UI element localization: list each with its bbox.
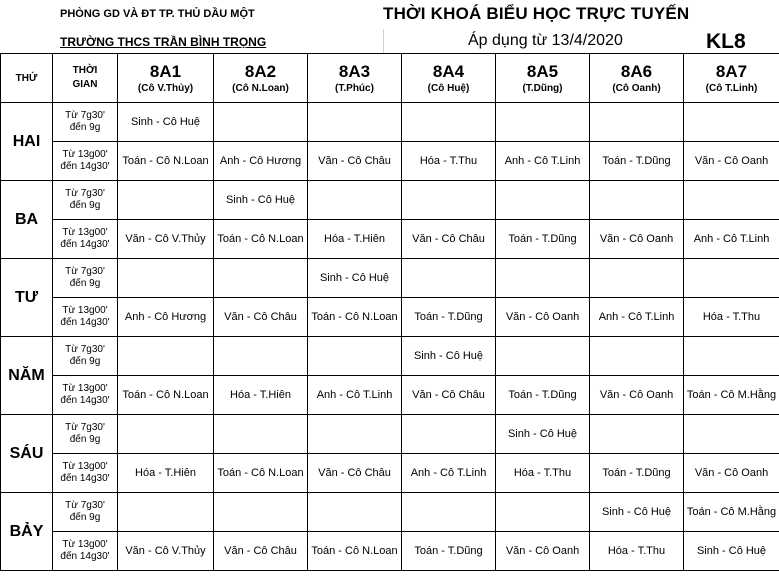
morning-time-slot bbox=[53, 493, 118, 532]
schedule-row bbox=[1, 103, 779, 142]
lesson-cell bbox=[684, 415, 779, 454]
schedule-row bbox=[1, 298, 779, 337]
page-title: THỜI KHOÁ BIỂU HỌC TRỰC TUYẾN bbox=[383, 4, 690, 23]
time-header-line: GIAN bbox=[72, 79, 98, 90]
schedule-row bbox=[1, 532, 779, 571]
lesson-cell: Hóa - T.Thu bbox=[496, 454, 590, 493]
lesson-cell bbox=[496, 493, 590, 532]
lesson-cell: Văn - Cô Oanh bbox=[590, 376, 684, 415]
time-line: đến 9g bbox=[69, 200, 101, 211]
lesson-cell: Văn - Cô Oanh bbox=[496, 298, 590, 337]
schedule-row bbox=[1, 415, 779, 454]
lesson-cell bbox=[590, 103, 684, 142]
time-line: Từ 13g00' bbox=[62, 383, 108, 394]
lesson-cell bbox=[308, 415, 402, 454]
class-name: 8A7 bbox=[715, 61, 748, 81]
lesson-cell: Văn - Cô Oanh bbox=[496, 532, 590, 571]
class-header bbox=[684, 54, 779, 103]
lesson-cell bbox=[402, 181, 496, 220]
class-name: 8A1 bbox=[149, 61, 182, 81]
lesson-cell: Sinh - Cô Huệ bbox=[308, 259, 402, 298]
lesson-cell: Toán - T.Dũng bbox=[402, 532, 496, 571]
lesson-cell bbox=[684, 259, 779, 298]
day-label: TƯ bbox=[1, 259, 53, 337]
time-line: Từ 7g30' bbox=[65, 110, 105, 121]
lesson-cell bbox=[118, 415, 214, 454]
lesson-cell: Văn - Cô Châu bbox=[308, 142, 402, 181]
afternoon-time-slot bbox=[53, 142, 118, 181]
schedule-row bbox=[1, 181, 779, 220]
time-line: Từ 13g00' bbox=[62, 305, 108, 316]
lesson-cell: Toán - T.Dũng bbox=[590, 454, 684, 493]
time-line: đến 9g bbox=[69, 512, 101, 523]
lesson-cell: Toán - Cô M.Hằng bbox=[684, 376, 779, 415]
class-teacher: (T.Dũng) bbox=[522, 82, 563, 94]
lesson-cell: Anh - Cô T.Linh bbox=[684, 220, 779, 259]
lesson-cell: Văn - Cô Châu bbox=[402, 376, 496, 415]
lesson-cell bbox=[496, 103, 590, 142]
lesson-cell bbox=[308, 493, 402, 532]
lesson-cell: Toán - Cô N.Loan bbox=[308, 298, 402, 337]
day-label: HAI bbox=[1, 103, 53, 181]
lesson-cell: Toán - Cô N.Loan bbox=[214, 454, 308, 493]
class-name: 8A3 bbox=[338, 61, 371, 81]
schedule-row bbox=[1, 142, 779, 181]
class-name: 8A5 bbox=[526, 61, 559, 81]
lesson-cell: Sinh - Cô Huệ bbox=[496, 415, 590, 454]
time-header-line: THỜI bbox=[72, 65, 98, 76]
lesson-cell: Anh - Cô T.Linh bbox=[496, 142, 590, 181]
schedule-row bbox=[1, 337, 779, 376]
lesson-cell: Hóa - T.Thu bbox=[684, 298, 779, 337]
lesson-cell bbox=[496, 181, 590, 220]
school-name: TRƯỜNG THCS TRẦN BÌNH TRỌNG bbox=[60, 35, 267, 49]
lesson-cell bbox=[402, 493, 496, 532]
time-line: Từ 13g00' bbox=[62, 461, 108, 472]
time-line: đến 9g bbox=[69, 434, 101, 445]
department-name: PHÒNG GD VÀ ĐT TP. THỦ DẦU MỘT bbox=[60, 8, 255, 20]
lesson-cell: Toán - T.Dũng bbox=[496, 376, 590, 415]
time-line: Từ 13g00' bbox=[62, 149, 108, 160]
lesson-cell: Văn - Cô V.Thủy bbox=[118, 532, 214, 571]
lesson-cell bbox=[684, 337, 779, 376]
lesson-cell bbox=[118, 493, 214, 532]
time-line: đến 9g bbox=[69, 278, 101, 289]
lesson-cell: Anh - Cô Hương bbox=[118, 298, 214, 337]
lesson-cell bbox=[214, 415, 308, 454]
day-label: BẢY bbox=[1, 493, 53, 571]
lesson-cell: Sinh - Cô Huệ bbox=[684, 532, 779, 571]
lesson-cell bbox=[308, 337, 402, 376]
lesson-cell: Toán - Cô N.Loan bbox=[118, 376, 214, 415]
morning-time-slot bbox=[53, 337, 118, 376]
lesson-cell bbox=[214, 259, 308, 298]
lesson-cell bbox=[496, 259, 590, 298]
time-line: Từ 7g30' bbox=[65, 344, 105, 355]
class-teacher: (Cô N.Loan) bbox=[232, 82, 289, 94]
lesson-cell bbox=[308, 181, 402, 220]
class-header bbox=[118, 54, 214, 103]
lesson-cell: Hóa - T.Hiên bbox=[118, 454, 214, 493]
lesson-cell: Hóa - T.Hiên bbox=[214, 376, 308, 415]
lesson-cell: Văn - Cô Châu bbox=[402, 220, 496, 259]
time-line: đến 14g30' bbox=[60, 317, 110, 328]
day-label: BA bbox=[1, 181, 53, 259]
time-line: đến 9g bbox=[69, 356, 101, 367]
lesson-cell bbox=[402, 259, 496, 298]
lesson-cell: Văn - Cô Châu bbox=[214, 298, 308, 337]
schedule-row bbox=[1, 454, 779, 493]
lesson-cell: Văn - Cô Oanh bbox=[684, 454, 779, 493]
lesson-cell: Anh - Cô T.Linh bbox=[590, 298, 684, 337]
lesson-cell bbox=[118, 181, 214, 220]
time-line: đến 14g30' bbox=[60, 551, 110, 562]
lesson-cell: Sinh - Cô Huệ bbox=[214, 181, 308, 220]
grade-code: KL8 bbox=[706, 30, 746, 53]
class-header bbox=[214, 54, 308, 103]
applied-date: Áp dụng từ 13/4/2020 bbox=[468, 32, 623, 49]
lesson-cell bbox=[118, 259, 214, 298]
lesson-cell: Toán - T.Dũng bbox=[496, 220, 590, 259]
lesson-cell bbox=[496, 337, 590, 376]
schedule-row bbox=[1, 376, 779, 415]
morning-time-slot bbox=[53, 103, 118, 142]
day-label: NĂM bbox=[1, 337, 53, 415]
lesson-cell: Sinh - Cô Huệ bbox=[590, 493, 684, 532]
morning-time-slot bbox=[53, 181, 118, 220]
lesson-cell bbox=[402, 415, 496, 454]
time-line: Từ 13g00' bbox=[62, 227, 108, 238]
lesson-cell: Anh - Cô Hương bbox=[214, 142, 308, 181]
time-line: đến 14g30' bbox=[60, 161, 110, 172]
lesson-cell: Hóa - T.Hiên bbox=[308, 220, 402, 259]
header-divider bbox=[383, 29, 384, 53]
lesson-cell bbox=[684, 181, 779, 220]
lesson-cell: Toán - T.Dũng bbox=[590, 142, 684, 181]
afternoon-time-slot bbox=[53, 220, 118, 259]
lesson-cell: Toán - Cô M.Hằng bbox=[684, 493, 779, 532]
timetable bbox=[0, 53, 779, 571]
lesson-cell bbox=[590, 259, 684, 298]
lesson-cell: Anh - Cô T.Linh bbox=[402, 454, 496, 493]
lesson-cell: Toán - Cô N.Loan bbox=[214, 220, 308, 259]
lesson-cell: Anh - Cô T.Linh bbox=[308, 376, 402, 415]
day-column-header: THỨ bbox=[1, 54, 53, 103]
time-line: Từ 13g00' bbox=[62, 539, 108, 550]
sheet-header bbox=[0, 0, 779, 54]
header-row bbox=[1, 54, 779, 103]
lesson-cell bbox=[214, 493, 308, 532]
lesson-cell: Văn - Cô Oanh bbox=[590, 220, 684, 259]
lesson-cell: Toán - Cô N.Loan bbox=[308, 532, 402, 571]
class-teacher: (Cô Huệ) bbox=[427, 82, 470, 94]
lesson-cell bbox=[402, 103, 496, 142]
lesson-cell bbox=[590, 337, 684, 376]
time-line: Từ 7g30' bbox=[65, 422, 105, 433]
schedule-row bbox=[1, 220, 779, 259]
time-line: đến 14g30' bbox=[60, 239, 110, 250]
lesson-cell: Hóa - T.Thu bbox=[402, 142, 496, 181]
afternoon-time-slot bbox=[53, 298, 118, 337]
time-line: đến 14g30' bbox=[60, 395, 110, 406]
lesson-cell: Văn - Cô Châu bbox=[308, 454, 402, 493]
lesson-cell bbox=[214, 103, 308, 142]
class-teacher: (Cô Oanh) bbox=[612, 82, 661, 94]
lesson-cell: Văn - Cô Oanh bbox=[684, 142, 779, 181]
time-column-header bbox=[53, 54, 118, 103]
afternoon-time-slot bbox=[53, 454, 118, 493]
class-teacher: (Cô V.Thủy) bbox=[137, 82, 194, 94]
class-name: 8A2 bbox=[244, 61, 277, 81]
class-header bbox=[496, 54, 590, 103]
schedule-row bbox=[1, 259, 779, 298]
lesson-cell: Toán - Cô N.Loan bbox=[118, 142, 214, 181]
class-name: 8A4 bbox=[432, 61, 465, 81]
lesson-cell bbox=[308, 103, 402, 142]
time-line: đến 14g30' bbox=[60, 473, 110, 484]
class-header bbox=[308, 54, 402, 103]
class-teacher: (T.Phúc) bbox=[335, 82, 374, 94]
morning-time-slot bbox=[53, 259, 118, 298]
lesson-cell: Văn - Cô V.Thủy bbox=[118, 220, 214, 259]
time-line: đến 9g bbox=[69, 122, 101, 133]
afternoon-time-slot bbox=[53, 532, 118, 571]
time-line: Từ 7g30' bbox=[65, 188, 105, 199]
lesson-cell bbox=[214, 337, 308, 376]
morning-time-slot bbox=[53, 415, 118, 454]
lesson-cell: Hóa - T.Thu bbox=[590, 532, 684, 571]
lesson-cell bbox=[684, 103, 779, 142]
lesson-cell: Toán - T.Dũng bbox=[402, 298, 496, 337]
class-name: 8A6 bbox=[620, 61, 653, 81]
lesson-cell: Văn - Cô Châu bbox=[214, 532, 308, 571]
time-line: Từ 7g30' bbox=[65, 266, 105, 277]
time-line: Từ 7g30' bbox=[65, 500, 105, 511]
lesson-cell: Sinh - Cô Huệ bbox=[402, 337, 496, 376]
class-teacher: (Cô T.Linh) bbox=[705, 82, 758, 94]
afternoon-time-slot bbox=[53, 376, 118, 415]
class-header bbox=[590, 54, 684, 103]
lesson-cell bbox=[590, 415, 684, 454]
day-label: SÁU bbox=[1, 415, 53, 493]
lesson-cell: Sinh - Cô Huệ bbox=[118, 103, 214, 142]
lesson-cell bbox=[590, 181, 684, 220]
schedule-row bbox=[1, 493, 779, 532]
lesson-cell bbox=[118, 337, 214, 376]
class-header bbox=[402, 54, 496, 103]
